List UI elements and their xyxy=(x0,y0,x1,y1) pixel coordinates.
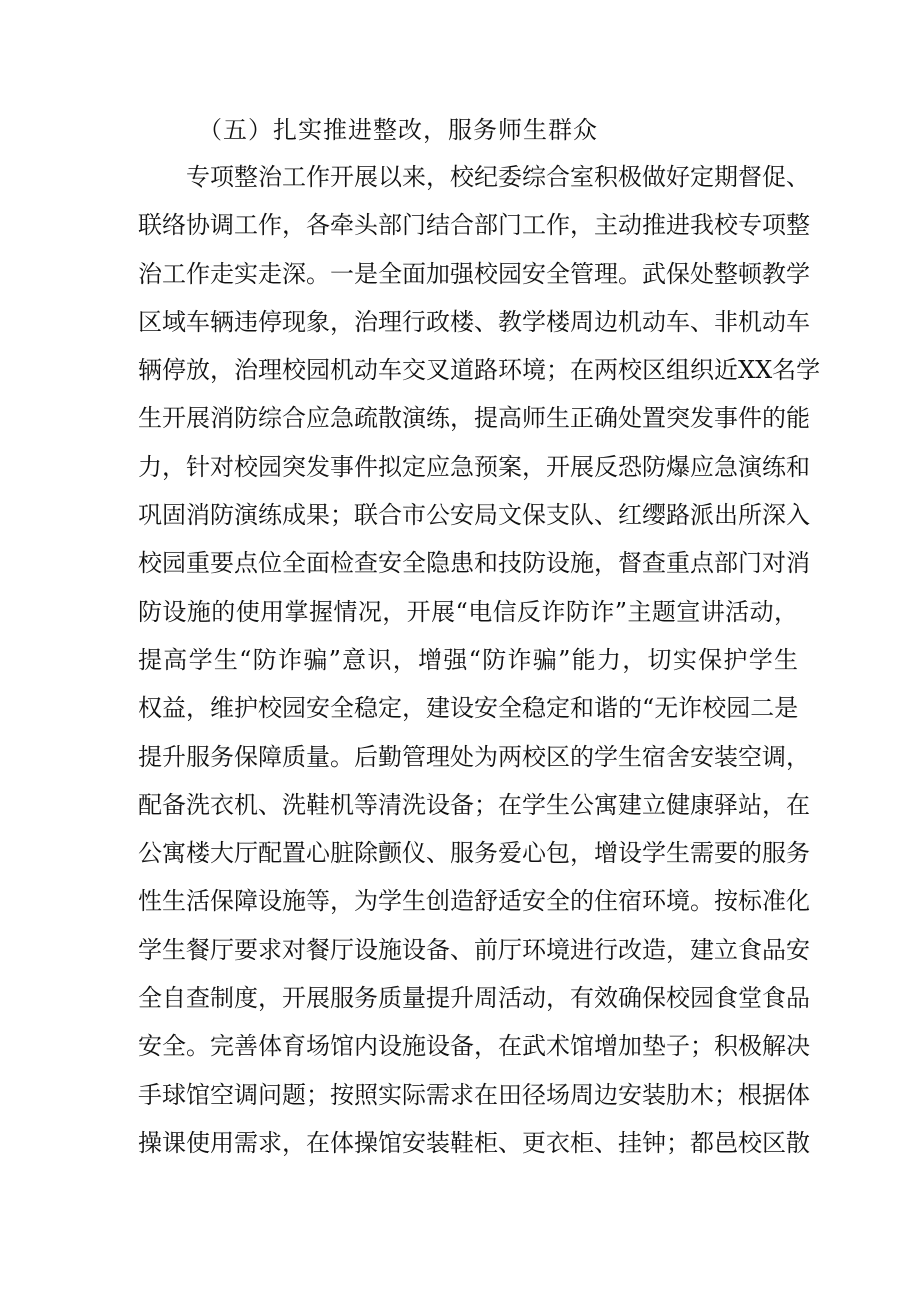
paragraph-line: 校园重要点位全面检查安全隐患和技防设施，督查重点部门对消 xyxy=(138,549,810,578)
body-paragraph xyxy=(138,153,821,1167)
paragraph-line: 巩固消防演练成果；联合市公安局文保支队、红缨路派出所深入 xyxy=(138,501,810,530)
paragraph-line: 治工作走实走深。一是全面加强校园安全管理。武保处整顿教学 xyxy=(138,259,810,288)
paragraph-line: 安全。完善体育场馆内设施设备，在武术馆增加垫子；积极解决 xyxy=(138,1032,810,1061)
paragraph-line: 专项整治工作开展以来，校纪委综合室积极做好定期督促、 xyxy=(186,163,810,191)
paragraph-line: 联络协调工作，各牵头部门结合部门工作，主动推进我校专项整 xyxy=(138,211,810,240)
paragraph-line: 全自查制度，开展服务质量提升周活动，有效确保校园食堂食品 xyxy=(138,984,810,1013)
paragraph-line: 区域车辆违停现象，治理行政楼、教学楼周边机动车、非机动车 xyxy=(138,307,810,336)
paragraph-line: 公寓楼大厅配置心脏除颤仪、服务爱心包，增设学生需要的服务 xyxy=(138,839,810,868)
section-heading: （五）扎实推进整改，服务师生群众 xyxy=(198,116,598,144)
paragraph-line: 配备洗衣机、洗鞋机等清洗设备；在学生公寓建立健康驿站，在 xyxy=(138,790,810,819)
paragraph-line: 操课使用需求，在体操馆安装鞋柜、更衣柜、挂钟；都邑校区散 xyxy=(138,1128,810,1157)
paragraph-line: 生开展消防综合应急疏散演练，提高师生正确处置突发事件的能 xyxy=(138,404,810,433)
paragraph-line: 学生餐厅要求对餐厅设施设备、前厅环境进行改造，建立食品安 xyxy=(138,935,810,964)
paragraph-line: 提高学生“防诈骗”意识，增强“防诈骗”能力，切实保护学生 xyxy=(138,645,798,674)
paragraph-line: 性生活保障设施等，为学生创造舒适安全的住宿环境。按标准化 xyxy=(138,887,810,916)
paragraph-line: 力，针对校园突发事件拟定应急预案，开展反恐防爆应急演练和 xyxy=(138,452,810,481)
paragraph-line: 辆停放，治理校园机动车交叉道路环境；在两校区组织近XX名学 xyxy=(138,356,821,385)
paragraph-line: 手球馆空调问题；按照实际需求在田径场周边安装肋木；根据体 xyxy=(138,1080,810,1109)
paragraph-line: 防设施的使用掌握情况，开展“电信反诈防诈”主题宣讲活动， xyxy=(138,597,798,626)
paragraph-line: 提升服务保障质量。后勤管理处为两校区的学生宿舍安装空调， xyxy=(138,742,810,771)
paragraph-line: 权益，维护校园安全稳定，建设安全稳定和谐的“无诈校园二是 xyxy=(138,694,799,723)
